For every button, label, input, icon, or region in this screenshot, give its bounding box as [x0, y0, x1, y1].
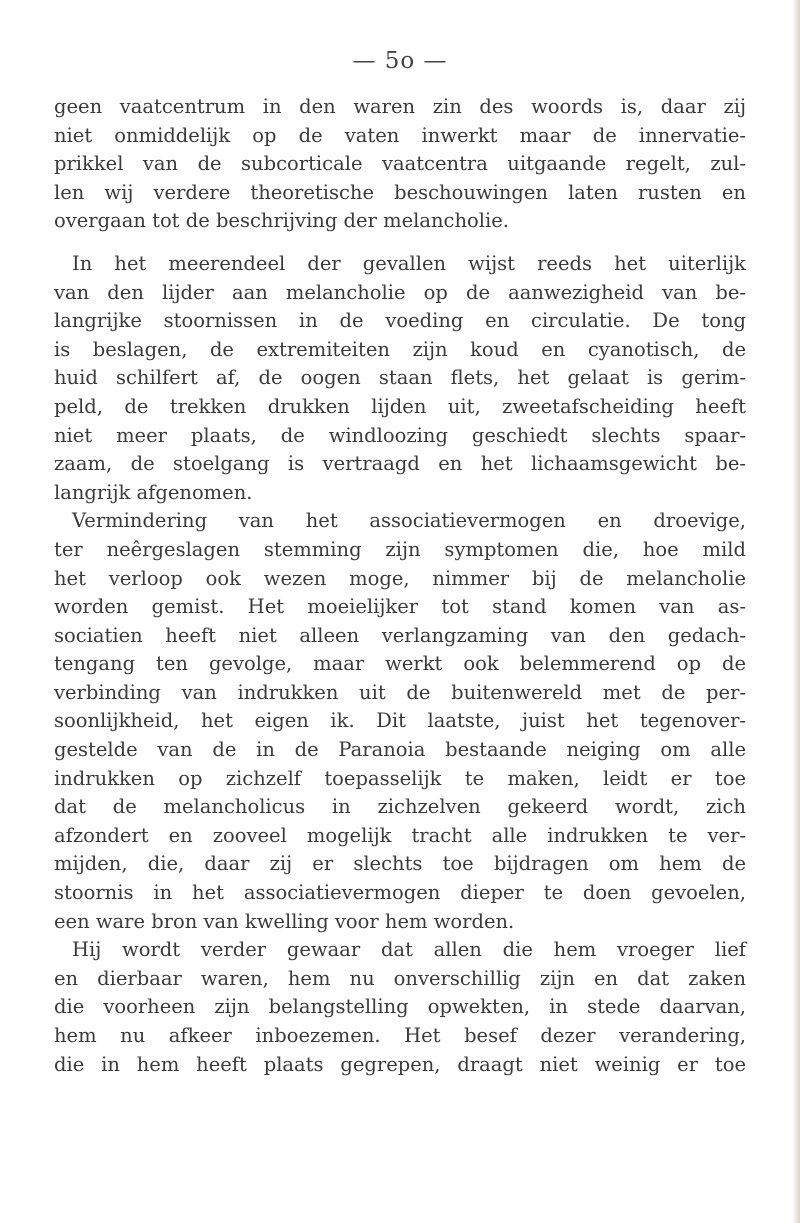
text-line: een ware bron van kwelling voor hem worden. — [54, 909, 515, 933]
text-line: geen vaatcentrum in den waren zin des woords is, daar zij — [54, 95, 746, 118]
text-line: afzondert en zooveel mogelijk tracht alle indrukken te ver- — [54, 823, 746, 847]
text-line: tengang ten gevolge, maar werkt ook belemmerend op de — [54, 652, 746, 676]
text-line: prikkel van de subcorticale vaatcentra uitgaande regelt, zul- — [54, 152, 746, 176]
text-line: dat de melancholicus in zichzelven gekeerd wordt, zich — [54, 795, 746, 819]
text-line: worden gemist. Het moeielijker tot stand komen van as- — [54, 595, 746, 619]
paragraph — [54, 93, 746, 236]
text-line: het verloop ook wezen moge, nimmer bij de melancholie — [54, 566, 746, 590]
text-line: en dierbaar waren, hem nu onverschillig zijn en dat zaken — [54, 966, 746, 990]
text-line: indrukken op zichzelf toepasselijk te maken, leidt er toe — [54, 766, 746, 790]
text-line: Hij wordt verder gewaar dat allen die hem vroeger lief — [72, 938, 746, 962]
paragraph — [54, 936, 746, 1079]
text-line: soonlijkheid, het eigen ik. Dit laatste, juist het tegenover- — [54, 709, 746, 733]
paragraph-gap — [54, 236, 746, 250]
text-line: Vermindering van het associatievermogen en droevige, — [72, 509, 746, 533]
text-line: die voorheen zijn belangstelling opwekten, in stede daarvan, — [54, 995, 746, 1019]
text-line: ter neêrgeslagen stemming zijn symptomen die, hoe mild — [54, 537, 746, 561]
text-line: langrijke stoornissen in de voeding en circulatie. De tong — [54, 309, 746, 333]
paragraph — [54, 250, 746, 507]
page-number: — 5o — — [352, 48, 448, 74]
text-line: huid schilfert af, de oogen staan flets, het gelaat is gerim- — [54, 366, 746, 390]
text-line: overgaan tot de beschrijving der melancholie. — [54, 209, 509, 233]
body-text — [54, 93, 746, 1079]
text-line: gestelde van de in de Paranoia bestaande neiging om alle — [54, 738, 746, 762]
text-line: niet meer plaats, de windloozing geschiedt slechts spaar- — [54, 423, 746, 447]
paragraph — [54, 507, 746, 936]
text-line: verbinding van indrukken uit de buitenwereld met de per- — [54, 680, 746, 704]
text-line: hem nu afkeer inboezemen. Het besef dezer verandering, — [54, 1024, 746, 1047]
text-line: niet onmiddelijk op de vaten inwerkt maar de innervatie- — [54, 123, 746, 147]
text-line: stoornis in het associatievermogen dieper te doen gevoelen, — [54, 881, 746, 905]
text-line: langrijk afgenomen. — [54, 480, 253, 504]
text-line: die in hem heeft plaats gegrepen, draagt niet weinig er toe — [54, 1052, 746, 1076]
text-line: zaam, de stoelgang is vertraagd en het lichaamsgewicht be- — [54, 452, 746, 476]
page-edge — [792, 0, 800, 1223]
text-line: len wij verdere theoretische beschouwingen laten rusten en — [54, 180, 746, 204]
text-line: sociatien heeft niet alleen verlangzaming van den gedach- — [54, 623, 746, 647]
text-line: van den lijder aan melancholie op de aanwezigheid van be- — [54, 280, 746, 304]
text-line: is beslagen, de extremiteiten zijn koud en cyanotisch, de — [54, 337, 746, 361]
text-line: mijden, die, daar zij er slechts toe bijdragen om hem de — [54, 852, 746, 876]
text-line: peld, de trekken drukken lijden uit, zweetafscheiding heeft — [54, 394, 746, 418]
text-line: In het meerendeel der gevallen wijst reeds het uiterlijk — [72, 251, 746, 275]
